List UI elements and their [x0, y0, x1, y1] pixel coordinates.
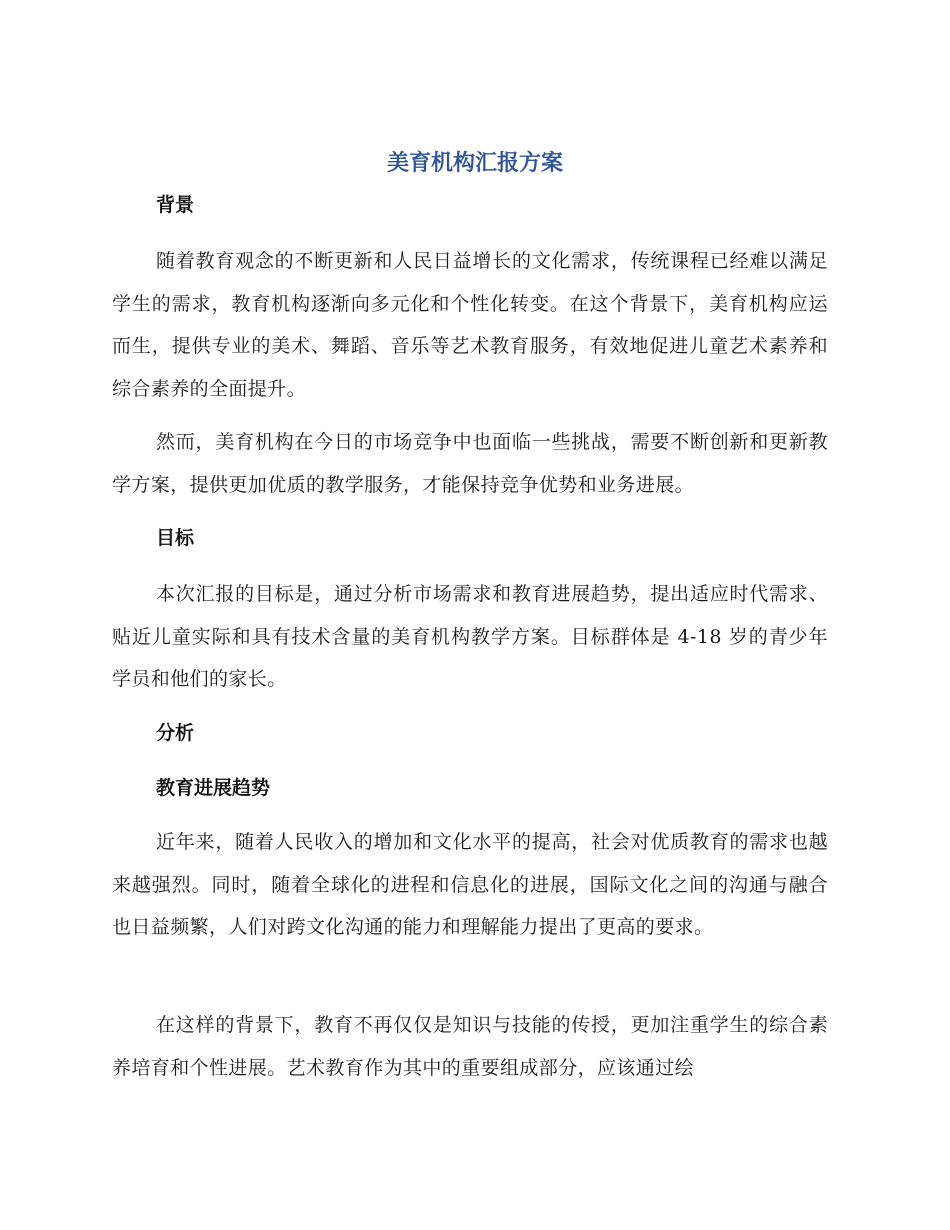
section-heading-background: 背景: [156, 194, 195, 216]
paragraph-goal-1: 本次汇报的目标是，通过分析市场需求和教育进展趋势，提出适应时代需求、贴近儿童实际和具有技术含量的美育机构教学方案。目标群体是 4-18 岁的青少年学员和他们的家长。: [112, 583, 828, 690]
paragraph-trend-1: 近年来，随着人民收入的增加和文化水平的提高，社会对优质教育的需求也越来越强烈。同时，随着全球化的进程和信息化的进展，国际文化之间的沟通与融合也日益频繁，人们对跨文化沟通的能力和理解能力提出了更高的要求。: [112, 831, 828, 938]
section-heading-goal: 目标: [156, 527, 195, 549]
paragraph-trend-2: 在这样的背景下，教育不再仅仅是知识与技能的传授，更加注重学生的综合素养培育和个性进展。艺术教育作为其中的重要组成部分，应该通过绘: [112, 1014, 828, 1079]
paragraph-background-1: 随着教育观念的不断更新和人民日益增长的文化需求，传统课程已经难以满足学生的需求，教育机构逐渐向多元化和个性化转变。在这个背景下，美育机构应运而生，提供专业的美术、舞蹈、音乐等艺术教育服务，有效地促进儿童艺术素养和综合素养的全面提升。: [112, 250, 828, 400]
document-title: 美育机构汇报方案: [386, 151, 563, 176]
subsection-heading-trend: 教育进展趋势: [156, 777, 271, 799]
paragraph-background-2: 然而，美育机构在今日的市场竞争中也面临一些挑战，需要不断创新和更新教学方案，提供更加优质的教学服务，才能保持竞争优势和业务进展。: [112, 431, 828, 496]
section-heading-analysis: 分析: [156, 722, 195, 744]
